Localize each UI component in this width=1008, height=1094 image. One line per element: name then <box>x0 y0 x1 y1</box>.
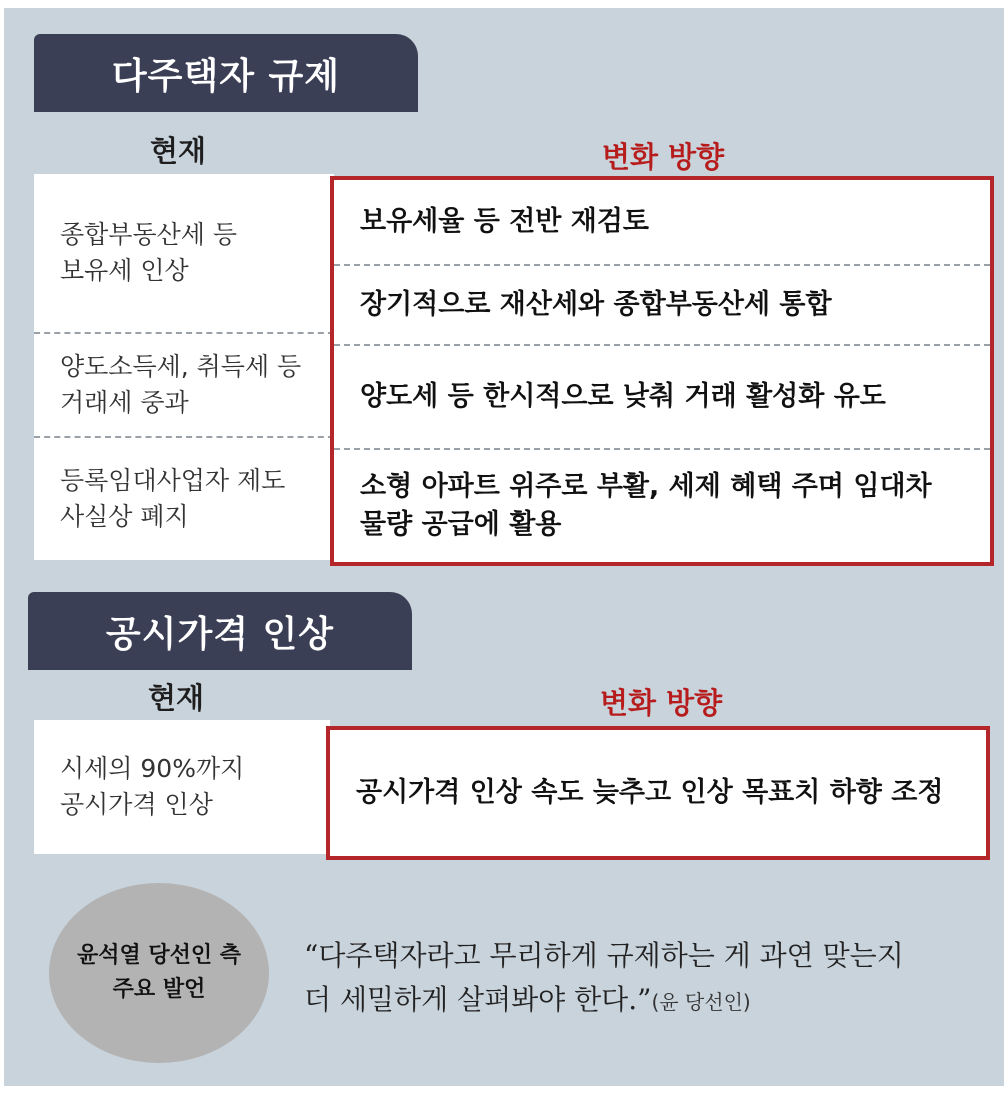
change-item: 소형 아파트 위주로 부활, 세제 혜택 주며 임대차 물량 공급에 활용 <box>334 448 990 562</box>
current-item: 종합부동산세 등 보유세 인상 <box>60 220 237 285</box>
current-column-title: 현재 <box>148 681 205 715</box>
change-direction-box <box>330 176 994 566</box>
current-item: 양도소득세, 취득세 등 거래세 중과 <box>34 332 334 436</box>
change-item: 양도세 등 한시적으로 낮춰 거래 활성화 유도 <box>334 344 990 448</box>
change-column-title: 변화 방향 <box>600 686 723 720</box>
section-header-official-price-increase: 공시가격 인상 <box>28 592 412 670</box>
change-direction-box <box>326 726 990 860</box>
quote-attribution: (윤 당선인) <box>651 990 751 1014</box>
current-policy-list <box>34 720 330 854</box>
change-item: 장기적으로 재산세와 종합부동산세 통합 <box>334 264 990 344</box>
infographic-panel <box>4 8 1004 1086</box>
quote-text: “다주택자라고 무리하게 규제하는 게 과연 맞는지 더 세밀하게 살펴봐야 한다.” <box>304 939 904 1016</box>
section-header-multi-home-regulation: 다주택자 규제 <box>34 34 418 112</box>
current-column-title: 현재 <box>150 134 207 168</box>
quote-text-block <box>304 934 994 1024</box>
current-item: 등록임대사업자 제도 사실상 폐지 <box>34 436 334 560</box>
change-column-title: 변화 방향 <box>602 140 725 174</box>
speaker-oval: 윤석열 당선인 측 주요 발언 <box>49 883 269 1063</box>
current-policy-list <box>34 174 334 560</box>
change-item: 공시가격 인상 속도 늦추고 인상 목표치 하향 조정 <box>356 777 944 808</box>
current-item: 시세의 90%까지 공시가격 인상 <box>60 754 245 819</box>
change-item: 보유세율 등 전반 재검토 <box>360 206 650 237</box>
